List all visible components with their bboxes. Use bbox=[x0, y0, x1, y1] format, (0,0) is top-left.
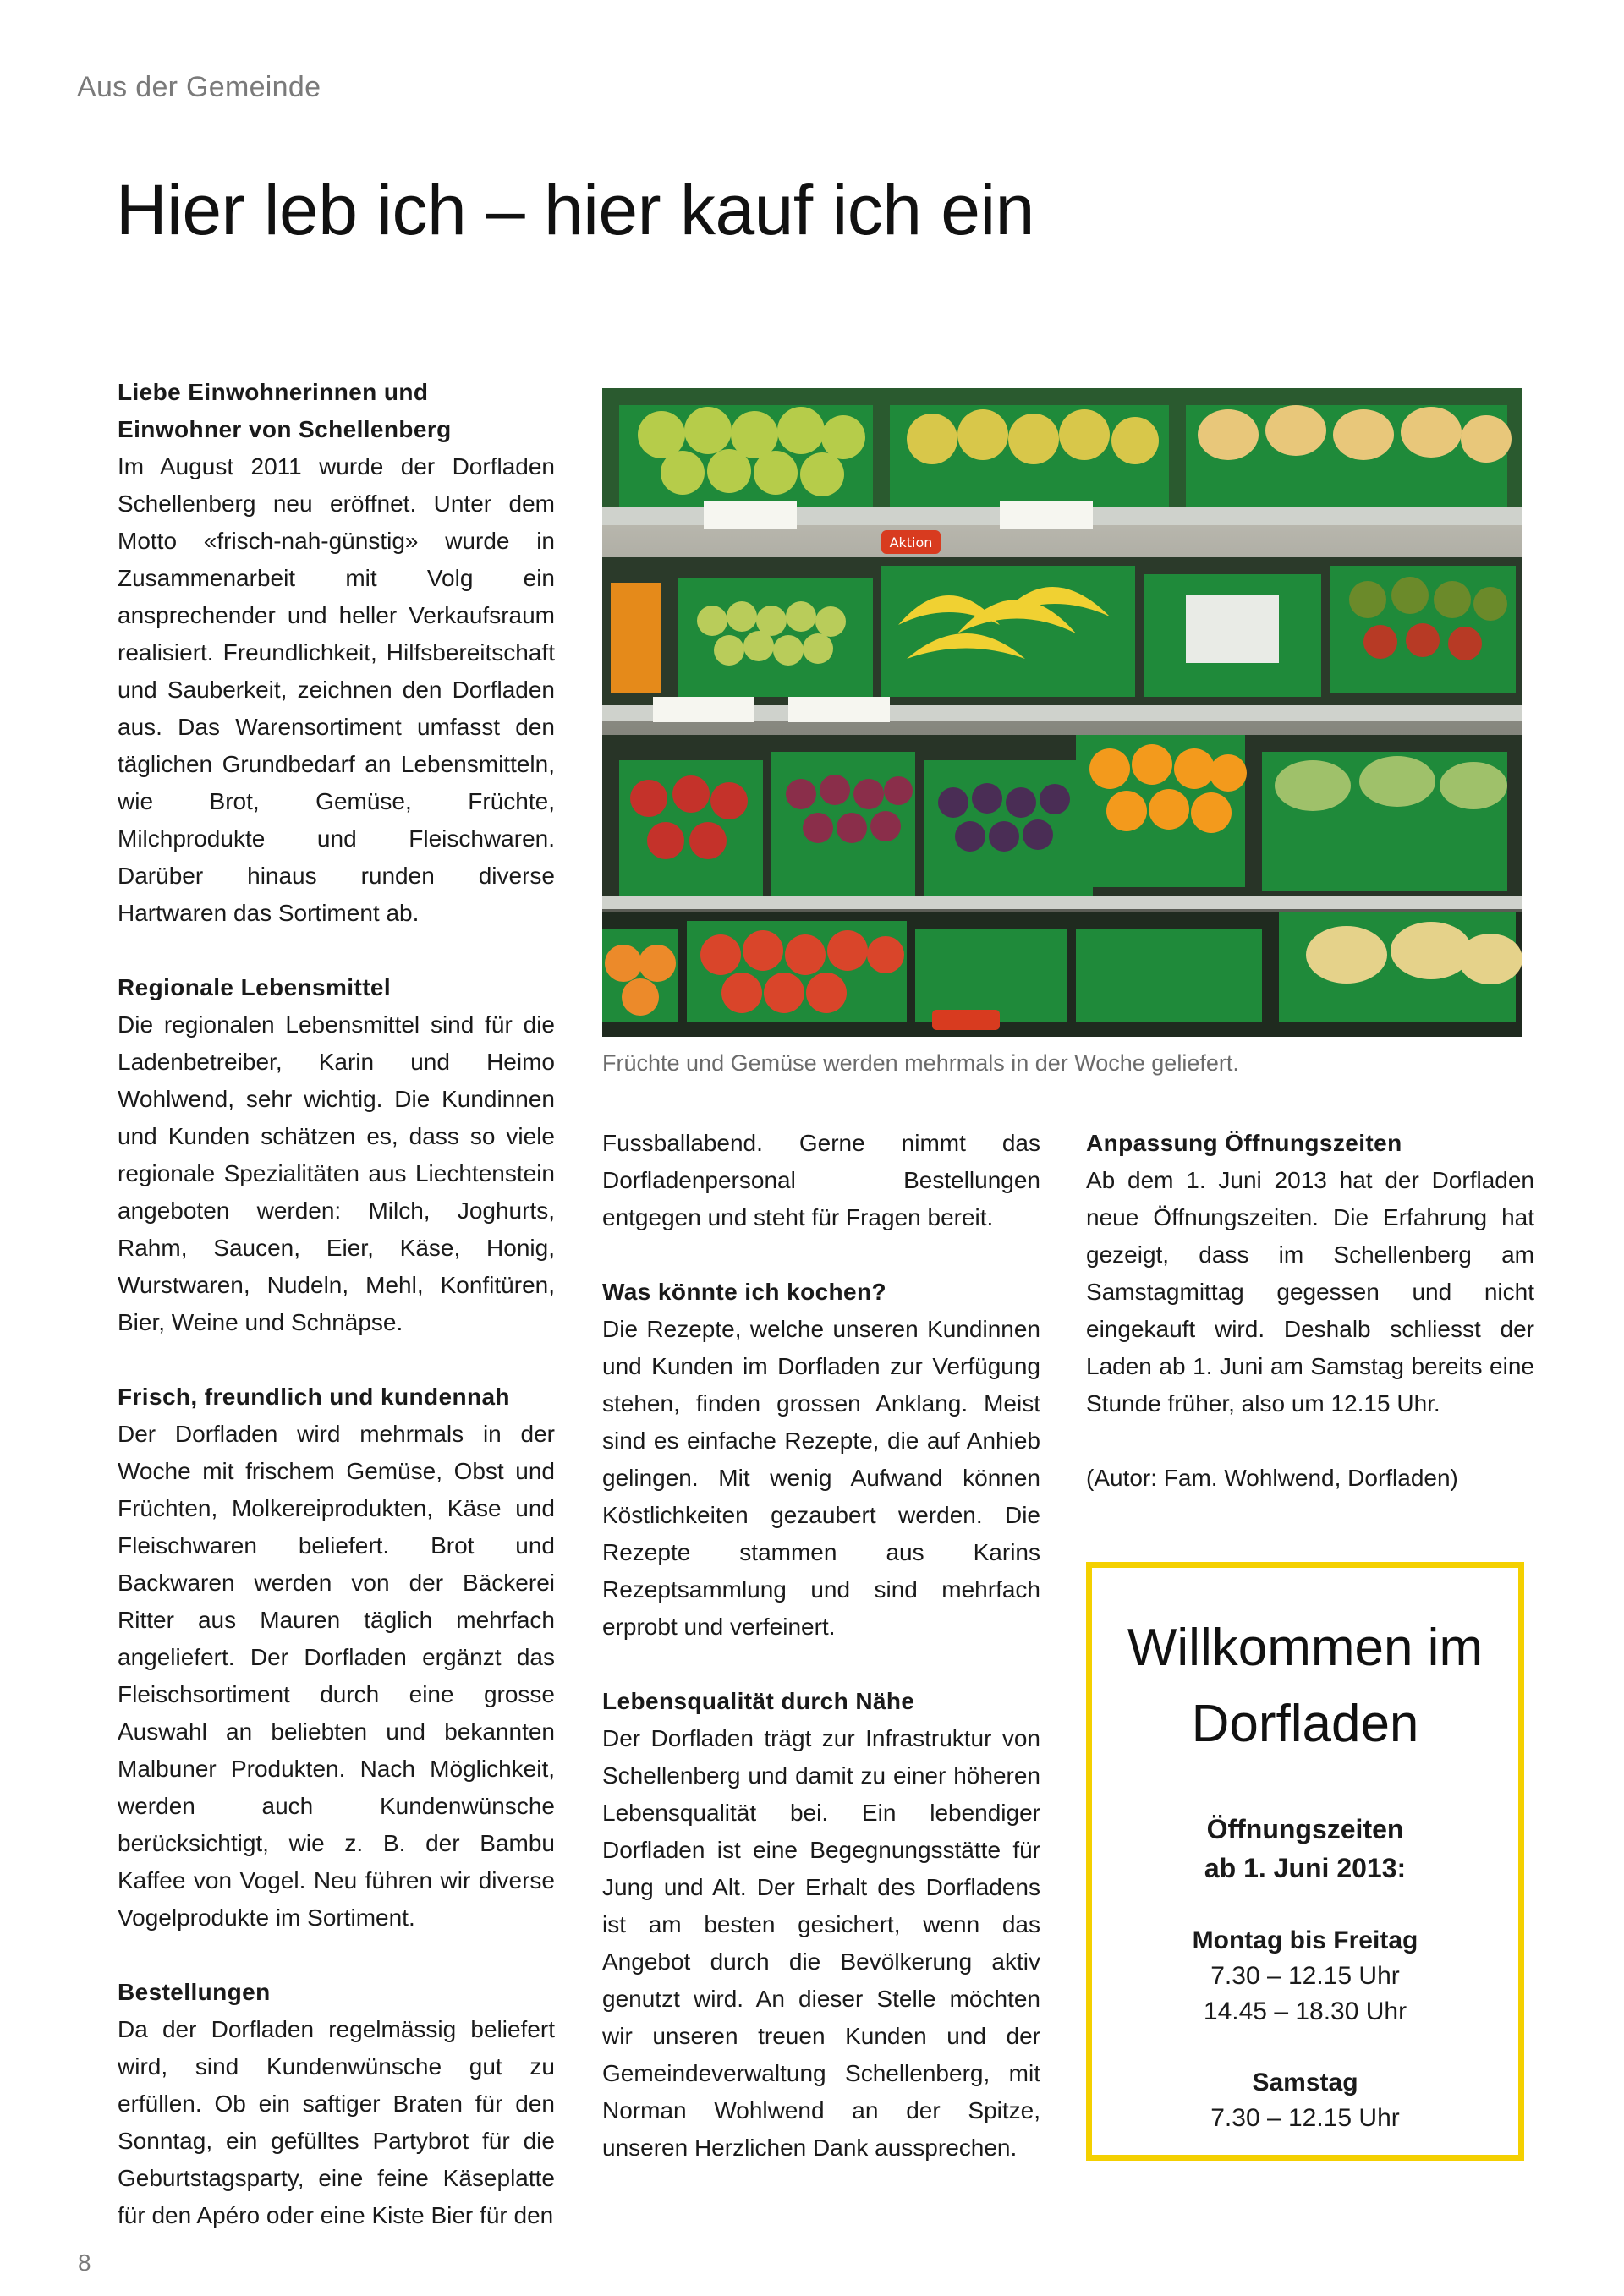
sale-tag-text: Aktion bbox=[889, 534, 933, 551]
fresh-heading: Frisch, freundlich und kundennah bbox=[118, 1384, 510, 1410]
produce-shelves-illustration bbox=[602, 388, 1522, 1037]
author-credit: (Autor: Fam. Wohlwend, Dorfladen) bbox=[1086, 1465, 1458, 1491]
opening-hours-box bbox=[1086, 1562, 1524, 2161]
opening-hours-title-line-2: ab 1. Juni 2013: bbox=[1204, 1853, 1407, 1883]
weekday-morning-hours: 7.30 – 12.15 Uhr bbox=[1210, 1962, 1400, 1990]
opening-hours-title bbox=[1092, 1810, 1518, 1888]
photo-caption: Früchte und Gemüse werden mehrmals in der Woche geliefert. bbox=[602, 1050, 1239, 1076]
hours-heading: Anpassung Öffnungszeiten bbox=[1086, 1130, 1402, 1156]
intro-paragraph: Im August 2011 wurde der Dorfladen Schellenberg neu eröffnet. Unter dem Motto «frisch-nah-günstig» wurde in Zusammenarbeit mit Volg ein ansprechender und heller Verkaufsraum realisiert. Freundlichkeit, Hilfsbereitschaft und Sauberkeit, zeichnen den Dorfladen aus. Das Warensortiment umfasst den täglichen Grundbedarf an Lebensmitteln, wie Brot, Gemüse, Früchte, Milchprodukte und Fleischwaren. Darüber hinaus runden diverse Hartwaren das Sortiment ab. bbox=[118, 453, 555, 926]
welcome-heading bbox=[1092, 1610, 1518, 1762]
welcome-line-2: Dorfladen bbox=[1191, 1695, 1419, 1753]
quality-paragraph: Der Dorfladen trägt zur Infrastruktur von Schellenberg und damit zu einer höheren Lebensqualität bei. Ein lebendiger Dorfladen ist eine Begegnungsstätte für Jung und Alt. Der Erhalt des Dorfladens ist am besten gesichert, wenn das Angebot durch die Bevölkerung aktiv genutzt wird. An dieser Stelle möchten wir unseren treuen Kunden und der Gemeindeverwaltung Schellenberg, mit Norman Wohlwend an der Spitze, unseren Herzlichen Dank aussprechen. bbox=[602, 1725, 1040, 2161]
cook-paragraph: Die Rezepte, welche unseren Kundinnen und Kunden im Dorfladen zur Verfügung stehen, finden grossen Anklang. Meist sind es einfache Rezepte, die auf Anhieb gelingen. Mit wenig Aufwand können Köstlichkeiten gezaubert werden. Die Rezepte stammen aus Karins Rezeptsammlung und sind mehrfach erprobt und verfeinert. bbox=[602, 1316, 1040, 1640]
intro-heading: Liebe Einwohnerinnen und Einwohner von Schellenberg bbox=[118, 379, 452, 442]
orders-paragraph: Da der Dorfladen regelmässig beliefert wird, sind Kundenwünsche gut zu erfüllen. Ob ein saftiger Braten für den Sonntag, ein gefülltes Partybrot für die Geburtstagsparty, eine feine Käseplatte für den Apéro oder eine Kiste Bier für den bbox=[118, 2016, 555, 2228]
page-title: Hier leb ich – hier kauf ich ein bbox=[116, 170, 1034, 249]
produce-photo bbox=[602, 388, 1522, 1037]
weekday-label: Montag bis Freitag bbox=[1192, 1926, 1418, 1954]
article-column-3 bbox=[1086, 1125, 1534, 1497]
weekday-afternoon-hours: 14.45 – 18.30 Uhr bbox=[1203, 1997, 1407, 2025]
regional-paragraph: Die regionalen Lebensmittel sind für die Ladenbetreiber, Karin und Heimo Wohlwend, sehr wichtig. Die Kundinnen und Kunden schätzen es, dass so viele regionale Spezialitäten aus Liechtenstein angeboten werden: Milch, Joghurts, Rahm, Saucen, Eier, Käse, Honig, Wurstwaren, Nudeln, Mehl, Konfitüren, Bier, Weine und Schnäpse. bbox=[118, 1011, 555, 1335]
opening-hours-title-line-1: Öffnungszeiten bbox=[1206, 1814, 1404, 1844]
orders-heading: Bestellungen bbox=[118, 1979, 271, 2005]
quality-heading: Lebensqualität durch Nähe bbox=[602, 1688, 915, 1714]
section-label: Aus der Gemeinde bbox=[77, 71, 321, 103]
welcome-line-1: Willkommen im bbox=[1127, 1619, 1484, 1677]
saturday-hours: 7.30 – 12.15 Uhr bbox=[1210, 2104, 1400, 2132]
hours-paragraph: Ab dem 1. Juni 2013 hat der Dorfladen neue Öffnungszeiten. Die Erfahrung hat gezeigt, dass im Schellenberg am Samstagmittag gegessen und nicht eingekauft wird. Deshalb schliesst der Laden ab 1. Juni am Samstag bereits eine Stunde früher, also um 12.15 Uhr. bbox=[1086, 1167, 1534, 1417]
article-column-1 bbox=[118, 374, 555, 2234]
saturday-label: Samstag bbox=[1252, 2069, 1358, 2096]
fresh-paragraph: Der Dorfladen wird mehrmals in der Woche mit frischem Gemüse, Obst und Früchten, Molkereiprodukten, Käse und Fleischwaren beliefert. Brot und Backwaren werden von der Bäckerei Ritter aus Mauren täglich mehrfach angeliefert. Der Dorfladen ergänzt das Fleischsortiment durch eine grosse Auswahl an beliebten und bekannten Malbuner Produkten. Nach Möglichkeit, werden auch Kundenwünsche berücksichtigt, wie z. B. der Bambu Kaffee von Vogel. Neu führen wir diverse Vogelprodukte im Sortiment. bbox=[118, 1421, 555, 1931]
article-column-2 bbox=[602, 1125, 1040, 2167]
orders-continued-paragraph: Fussballabend. Gerne nimmt das Dorfladenpersonal Bestellungen entgegen und steht für Fragen bereit. bbox=[602, 1130, 1040, 1230]
cook-heading: Was könnte ich kochen? bbox=[602, 1279, 887, 1305]
regional-heading: Regionale Lebensmittel bbox=[118, 974, 392, 1000]
page-number: 8 bbox=[78, 2249, 91, 2276]
